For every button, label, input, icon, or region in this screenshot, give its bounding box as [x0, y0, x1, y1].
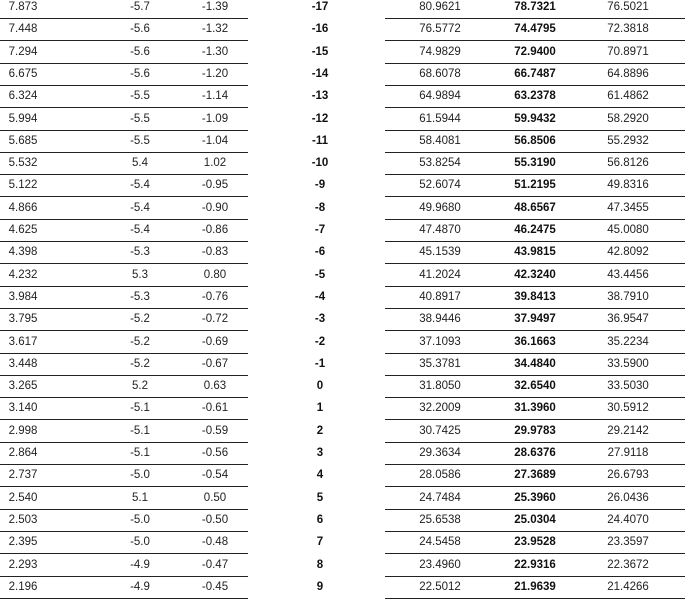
table-cell: -1.32 [201, 23, 229, 36]
table-row [0, 0, 685, 20]
table-row [0, 242, 685, 265]
table-cell: 5.994 [8, 112, 38, 125]
table-cell: 22.3672 [607, 558, 649, 571]
table-cell: 25.0304 [514, 513, 556, 526]
table-row [0, 488, 685, 511]
table-cell: -4.9 [130, 580, 150, 593]
table-row [0, 532, 685, 555]
table-cell: 6 [316, 513, 324, 526]
table-cell: -0.54 [201, 469, 229, 482]
table-cell: 56.8506 [514, 134, 556, 147]
table-cell: -5.2 [130, 357, 150, 370]
table-row [0, 198, 685, 221]
table-cell: 28.0586 [419, 469, 461, 482]
table-cell: 47.4870 [419, 224, 461, 236]
table-cell: -1.09 [201, 112, 229, 125]
table-cell: 2.395 [8, 536, 38, 549]
table-cell: 1.02 [203, 157, 227, 170]
table-cell: 2.737 [8, 469, 38, 482]
table-cell: -0.59 [201, 424, 229, 437]
table-cell: 53.8254 [419, 157, 461, 170]
table-cell: 23.9528 [514, 536, 556, 549]
table-cell: 2.540 [8, 491, 38, 504]
table-cell: 61.5944 [419, 112, 461, 125]
table-cell: 7.873 [8, 1, 38, 13]
table-cell: 58.4081 [419, 134, 461, 147]
table-cell: 66.7487 [514, 67, 556, 80]
table-cell: -1 [314, 357, 326, 370]
table-cell: 7.294 [8, 45, 38, 58]
table-row [0, 376, 685, 399]
table-cell: 3.795 [8, 313, 38, 326]
table-cell: -1.39 [201, 1, 229, 13]
table-cell: 55.2932 [607, 134, 649, 147]
table-cell: 42.8092 [607, 246, 649, 259]
table-row [0, 64, 685, 87]
table-cell: 5.685 [8, 134, 38, 147]
table-cell: 25.3960 [514, 491, 556, 504]
table-cell: 0.80 [203, 268, 227, 281]
table-cell: 40.8917 [419, 290, 461, 303]
table-cell: -0.47 [201, 558, 229, 571]
table-cell: 2.503 [8, 513, 38, 526]
table-cell: -4.9 [130, 558, 150, 571]
table-cell: 35.2234 [607, 335, 649, 348]
table-cell: -0.48 [201, 536, 229, 549]
table-cell: -5.5 [130, 90, 150, 103]
table-cell: -2 [314, 335, 326, 348]
table-cell: -5.2 [130, 335, 150, 348]
table-cell: -5.1 [130, 402, 150, 415]
table-cell: -0.76 [201, 290, 229, 303]
table-row [0, 109, 685, 132]
table-cell: 21.9639 [514, 580, 556, 593]
table-row [0, 465, 685, 488]
table-row [0, 131, 685, 154]
table-cell: -13 [311, 90, 329, 103]
table-cell: -5.4 [130, 224, 150, 236]
table-cell: -9 [314, 179, 326, 192]
table-cell: -17 [311, 1, 329, 13]
table-cell: 3.984 [8, 290, 38, 303]
table-cell: 28.6376 [514, 447, 556, 459]
table-cell: 74.9829 [419, 45, 461, 58]
table-cell: 26.6793 [607, 469, 649, 482]
table-cell: 41.2024 [419, 268, 461, 281]
table-cell: 29.9783 [514, 424, 556, 437]
table-cell: 4.625 [8, 224, 38, 236]
table-cell: 45.0080 [607, 224, 649, 236]
table-cell: -5.6 [130, 67, 150, 80]
table-cell: 56.8126 [607, 157, 649, 170]
table-cell: -0.90 [201, 201, 229, 214]
table-cell: 29.2142 [607, 424, 649, 437]
table-cell: 2.864 [8, 447, 38, 459]
table-row [0, 19, 685, 42]
table-cell: -5.0 [130, 469, 150, 482]
table-cell: -15 [311, 45, 329, 58]
table-cell: -0.61 [201, 402, 229, 415]
table-cell: 59.9432 [514, 112, 556, 125]
table-cell: 37.1093 [419, 335, 461, 348]
table-cell: 2.293 [8, 558, 38, 571]
table-cell: 48.6567 [514, 201, 556, 214]
table-cell: 29.3634 [419, 447, 461, 459]
table-cell: 2 [316, 424, 324, 437]
table-row [0, 577, 685, 600]
table-cell: -8 [314, 201, 326, 214]
table-cell: 43.9815 [514, 246, 556, 259]
table-cell: 38.9446 [419, 313, 461, 326]
table-cell: 39.8413 [514, 290, 556, 303]
table-cell: 58.2920 [607, 112, 649, 125]
table-cell: -3 [314, 313, 326, 326]
table-cell: 68.6078 [419, 67, 461, 80]
table-cell: -5.6 [130, 45, 150, 58]
table-cell: -5.1 [130, 447, 150, 459]
table-cell: 7 [316, 536, 324, 549]
table-cell: -0.95 [201, 179, 229, 192]
table-row [0, 287, 685, 310]
table-cell: 33.5030 [607, 380, 649, 393]
table-cell: 32.2009 [419, 402, 461, 415]
table-cell: 52.6074 [419, 179, 461, 192]
table-cell: 51.2195 [514, 179, 556, 192]
table-cell: 25.6538 [419, 513, 461, 526]
table-cell: 2.998 [8, 424, 38, 437]
table-row [0, 555, 685, 578]
table-cell: 22.9316 [514, 558, 556, 571]
table-cell: 0.63 [203, 380, 227, 393]
table-cell: 35.3781 [419, 357, 461, 370]
table-cell: -5.0 [130, 536, 150, 549]
table-cell: 36.1663 [514, 335, 556, 348]
table-cell: 30.5912 [607, 402, 649, 415]
table-cell: -0.67 [201, 357, 229, 370]
table-cell: -5.6 [130, 23, 150, 36]
table-cell: 26.0436 [607, 491, 649, 504]
table-cell: 5.532 [8, 157, 38, 170]
table-cell: -6 [314, 246, 326, 259]
table-row [0, 309, 685, 332]
table-cell: -0.45 [201, 580, 229, 593]
table-cell: 36.9547 [607, 313, 649, 326]
table-cell: -0.83 [201, 246, 229, 259]
table-cell: 38.7910 [607, 290, 649, 303]
table-cell: -1.14 [201, 90, 229, 103]
table-cell: 47.3455 [607, 201, 649, 214]
table-cell: -11 [312, 134, 328, 147]
table-cell: 55.3190 [514, 157, 556, 170]
table-cell: 3 [316, 447, 324, 459]
table-cell: 3.140 [8, 402, 38, 415]
table-cell: 3.265 [8, 380, 38, 393]
table-row [0, 510, 685, 533]
table-cell: -1.30 [201, 45, 229, 58]
table-cell: -5 [314, 268, 326, 281]
table-cell: -5.5 [130, 134, 150, 147]
table-cell: 4.232 [8, 268, 38, 281]
table-cell: 9 [316, 580, 324, 593]
table-row [0, 354, 685, 377]
table-cell: -1.20 [201, 67, 229, 80]
table-row [0, 443, 685, 466]
table-cell: 74.4795 [514, 23, 556, 36]
table-cell: 22.5012 [419, 580, 461, 593]
table-cell: 3.448 [8, 357, 38, 370]
table-cell: 72.9400 [514, 45, 556, 58]
table-cell: -4 [314, 290, 326, 303]
table-row [0, 175, 685, 198]
table-cell: 78.7321 [514, 1, 556, 13]
table-cell: -10 [311, 157, 329, 170]
table-cell: -0.86 [201, 224, 229, 236]
table-cell: 42.3240 [514, 268, 556, 281]
table-row [0, 265, 685, 288]
table-cell: 64.8896 [607, 67, 649, 80]
table-cell: 23.4960 [419, 558, 461, 571]
table-cell: 33.5900 [607, 357, 649, 370]
table-cell: -7 [314, 224, 326, 236]
table-cell: 72.3818 [607, 23, 649, 36]
table-cell: 6.324 [8, 90, 38, 103]
row-divider [385, 598, 685, 599]
table-cell: 31.8050 [419, 380, 461, 393]
table-cell: 70.8971 [607, 45, 649, 58]
table-cell: -5.1 [130, 424, 150, 437]
table-cell: 21.4266 [607, 580, 649, 593]
table-cell: 43.4456 [607, 268, 649, 281]
table-cell: 34.4840 [514, 357, 556, 370]
table-cell: 5.1 [132, 491, 148, 504]
table-cell: 49.9680 [419, 201, 461, 214]
table-cell: 4.866 [8, 201, 38, 214]
table-cell: -5.0 [130, 513, 150, 526]
table-cell: 27.9118 [607, 447, 649, 459]
table-cell: 64.9894 [419, 90, 461, 103]
table-cell: 24.5458 [419, 536, 461, 549]
table-cell: 49.8316 [607, 179, 649, 192]
table-cell: 32.6540 [514, 380, 556, 393]
table-row [0, 332, 685, 355]
table-cell: 5.3 [132, 268, 148, 281]
table-cell: -5.2 [130, 313, 150, 326]
table-cell: -5.3 [130, 246, 150, 259]
table-cell: 5 [316, 491, 324, 504]
table-cell: 24.4070 [607, 513, 649, 526]
table-row [0, 153, 685, 176]
table-cell: 76.5021 [607, 1, 649, 13]
table-row [0, 42, 685, 65]
table-cell: -14 [311, 67, 329, 80]
table-cell: 0.50 [203, 491, 227, 504]
table-cell: 76.5772 [419, 23, 461, 36]
row-divider [0, 598, 248, 599]
table-cell: 63.2378 [514, 90, 556, 103]
table-cell: -1.04 [201, 134, 229, 147]
table-cell: 8 [316, 558, 324, 571]
table-cell: 4 [316, 469, 324, 482]
table-cell: 31.3960 [514, 402, 556, 415]
table-cell: -12 [311, 112, 329, 125]
table-cell: -5.5 [130, 112, 150, 125]
table-cell: 6.675 [8, 67, 38, 80]
table-cell: 5.122 [8, 179, 38, 192]
table-cell: 61.4862 [607, 90, 649, 103]
table-cell: -5.4 [130, 179, 150, 192]
table-cell: 1 [316, 402, 324, 415]
table-row [0, 421, 685, 444]
table-cell: -5.7 [130, 1, 150, 13]
table-cell: -5.3 [130, 290, 150, 303]
table-cell: 4.398 [8, 246, 38, 259]
table-cell: -16 [311, 23, 329, 36]
table-row [0, 220, 685, 243]
table-cell: 5.2 [132, 380, 148, 393]
table-cell: -0.72 [201, 313, 229, 326]
table-cell: 0 [316, 380, 324, 393]
table-cell: -5.4 [130, 201, 150, 214]
table-cell: 7.448 [8, 23, 38, 36]
table-cell: 46.2475 [514, 224, 556, 236]
table-cell: 30.7425 [419, 424, 461, 437]
table-cell: 37.9497 [514, 313, 556, 326]
table-cell: 80.9621 [419, 1, 461, 13]
table-row [0, 398, 685, 421]
table-cell: 24.7484 [419, 491, 461, 504]
table-cell: 23.3597 [607, 536, 649, 549]
table-row [0, 86, 685, 109]
table-cell: 3.617 [8, 335, 38, 348]
table-cell: -0.50 [201, 513, 229, 526]
table-cell: 27.3689 [514, 469, 556, 482]
table-cell: 5.4 [132, 157, 148, 170]
table-cell: 2.196 [8, 580, 38, 593]
table-cell: -0.56 [201, 447, 229, 459]
table-cell: -0.69 [201, 335, 229, 348]
table-cell: 45.1539 [419, 246, 461, 259]
